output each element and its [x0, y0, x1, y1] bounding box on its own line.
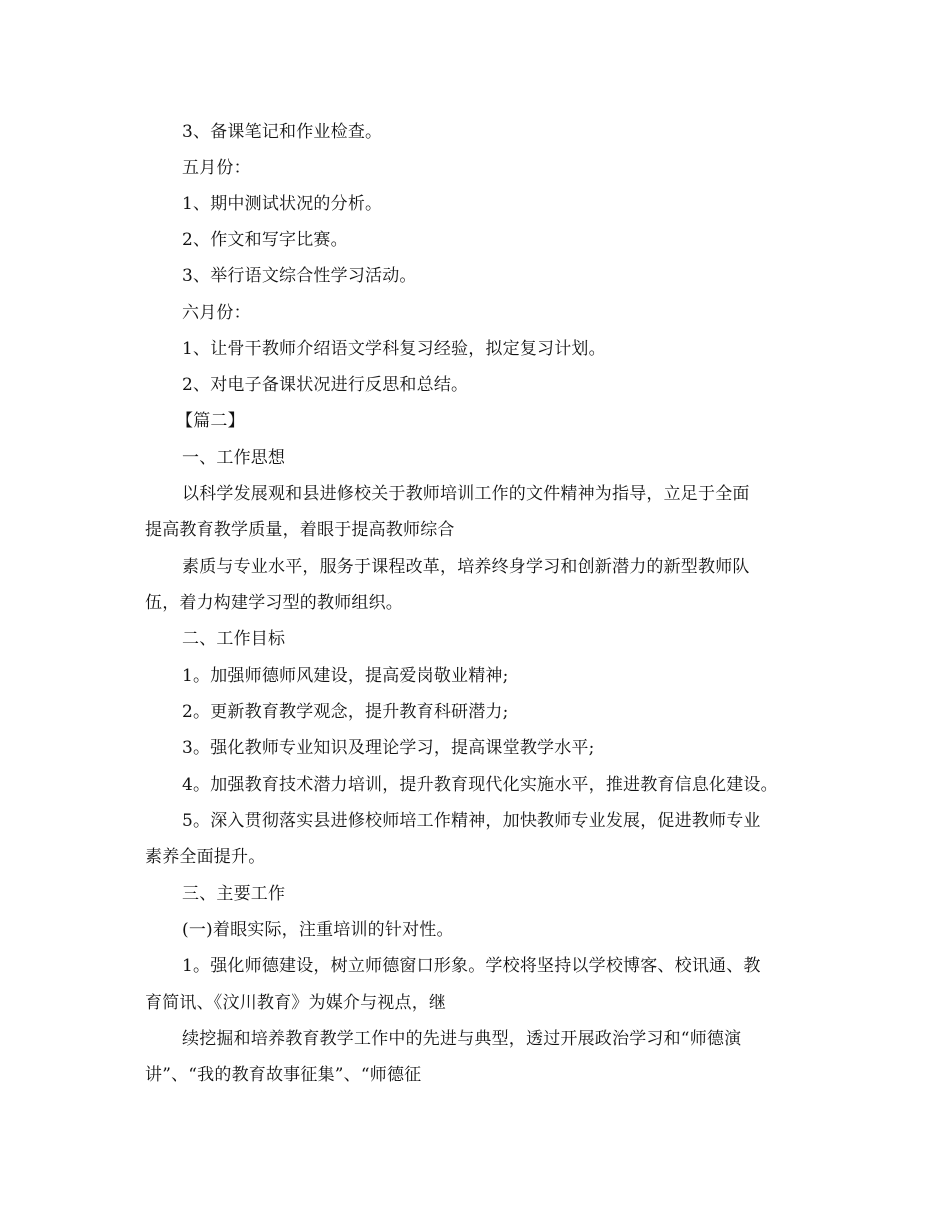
text-line: 4。加强教育技术潜力培训，提升教育现代化实施水平，推进教育信息化建设。 [182, 775, 778, 795]
text-line: 1、让骨干教师介绍语文学科复习经验，拟定复习计划。 [182, 339, 606, 359]
text-line: 3。强化教师专业知识及理论学习，提高课堂教学水平; [182, 738, 595, 758]
text-line: 1。加强师德师风建设，提高爱岗敬业精神; [182, 666, 509, 686]
text-line: 育简讯、《汶川教育》为媒介与视点，继 [145, 993, 447, 1013]
section-heading: 二、工作目标 [182, 629, 286, 649]
section-heading: 一、工作思想 [182, 448, 286, 468]
text-line: 2、作文和写字比赛。 [182, 230, 348, 250]
section-heading: 三、主要工作 [182, 884, 286, 904]
text-line: 伍，着力构建学习型的教师组织。 [145, 593, 403, 613]
section-heading: 五月份： [182, 158, 251, 178]
text-line: 3、备课笔记和作业检查。 [182, 122, 383, 142]
part-heading: 【篇二】 [176, 411, 245, 431]
text-line: (一)着眼实际，注重培训的针对性。 [182, 920, 454, 940]
text-line: 素养全面提升。 [145, 847, 266, 867]
text-line: 提高教育教学质量，着眼于提高教师综合 [145, 520, 455, 540]
text-line: 2、对电子备课状况进行反思和总结。 [182, 375, 469, 395]
text-line: 续挖掘和培养教育教学工作中的先进与典型，透过开展政治学习和“师德演 [182, 1029, 742, 1049]
text-line: 讲”、“我的教育故事征集”、“师德征 [145, 1065, 422, 1085]
text-line: 以科学发展观和县进修校关于教师培训工作的文件精神为指导，立足于全面 [182, 484, 750, 504]
text-line: 3、举行语文综合性学习活动。 [182, 266, 417, 286]
text-line: 5。深入贯彻落实县进修校师培工作精神，加快教师专业发展，促进教师专业 [182, 811, 761, 831]
section-heading: 六月份： [182, 303, 251, 323]
text-line: 1、期中测试状况的分析。 [182, 194, 383, 214]
text-line: 1。强化师德建设，树立师德窗口形象。学校将坚持以学校博客、校讯通、教 [182, 956, 761, 976]
text-line: 2。更新教育教学观念，提升教育科研潜力; [182, 702, 509, 722]
text-line: 素质与专业水平，服务于课程改革，培养终身学习和创新潜力的新型教师队 [182, 557, 750, 577]
